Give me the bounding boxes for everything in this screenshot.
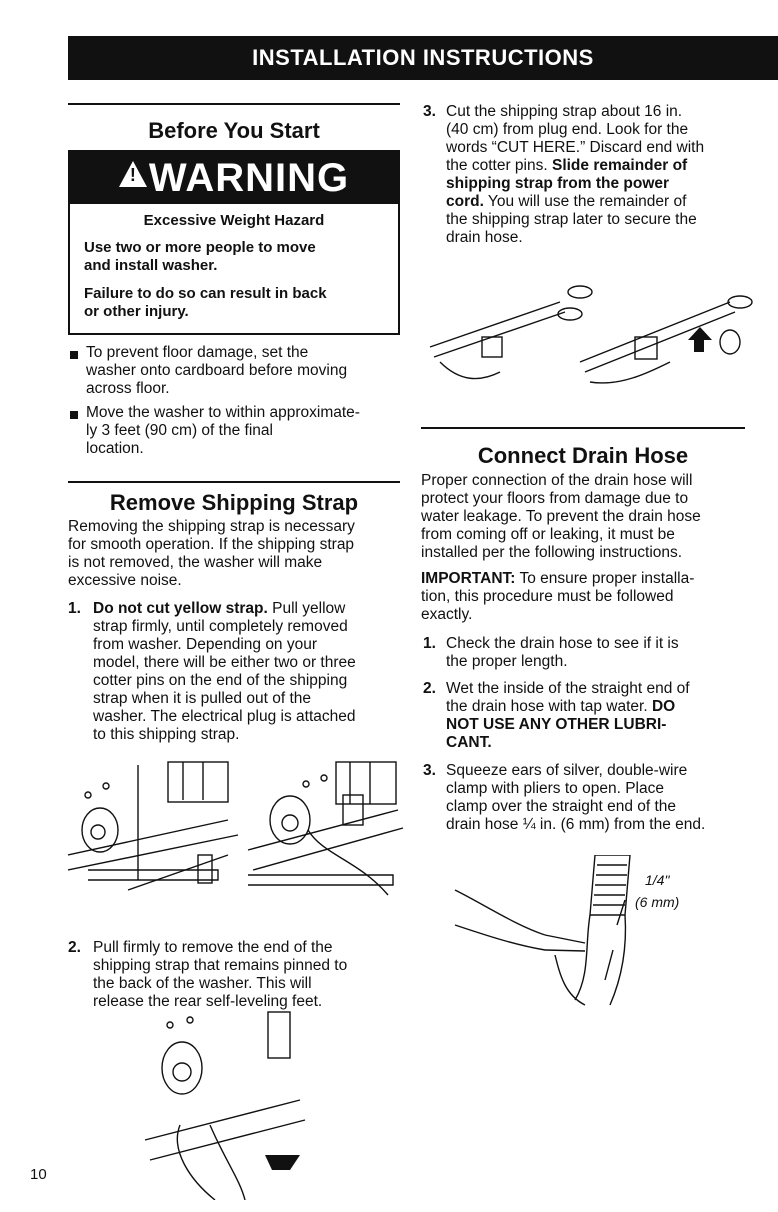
step-number: 1. (68, 600, 81, 617)
text-line: You will use the remainder of (483, 193, 687, 210)
text-line: clamp with pliers to open. Place (446, 780, 664, 797)
step-2-text (93, 939, 408, 1011)
text-line: words “CUT HERE.” Discard end with (446, 139, 705, 156)
text-line: strap when it is pulled out of the (93, 690, 311, 707)
text-line: model, there will be either two or three (93, 654, 356, 671)
text-line: the drain hose with tap water. (446, 698, 652, 715)
hazard-title: Excessive Weight Hazard (143, 212, 325, 229)
bold-text: cord. (446, 193, 484, 210)
step-3-text (446, 103, 766, 247)
text-line: protect your floors from damage due to (421, 490, 689, 507)
warning-line: Use two or more people to move (84, 239, 316, 256)
strap-outline (248, 810, 403, 870)
bracket (198, 855, 212, 883)
step-1-bold: Do not cut yellow strap. (93, 600, 268, 617)
text-line: excessive noise. (68, 572, 182, 589)
text-line: washer. The electrical plug is attached (93, 708, 356, 725)
scissors-icon (728, 296, 752, 308)
text-line: from coming off or leaking, it must be (421, 526, 675, 543)
step-1-text (93, 600, 408, 744)
text-line: is not removed, the washer will make (68, 554, 323, 571)
dimension-label: 1/4" (645, 872, 670, 888)
hole (321, 775, 327, 781)
text-line: installed per the following instructions. (421, 544, 683, 561)
panel-outline (336, 762, 396, 804)
hole (167, 1022, 173, 1028)
hole (103, 783, 109, 789)
rail (248, 875, 393, 885)
drain-step-3 (446, 762, 771, 834)
foot-plate (162, 1042, 202, 1094)
warning-header (70, 152, 398, 204)
frame-line (128, 765, 228, 890)
step-number: 2. (423, 680, 436, 697)
text-line: Pull firmly to remove the end of the (93, 939, 333, 956)
scissors-icon (720, 330, 740, 354)
divider (68, 103, 400, 105)
step-number: 2. (68, 939, 81, 956)
divider (421, 427, 745, 429)
strap-outline (145, 1100, 305, 1160)
warning-line: and install washer. (84, 257, 218, 274)
remove-strap-intro (68, 518, 408, 590)
drain-step-2 (446, 680, 766, 752)
panel-outline (168, 762, 228, 802)
divider (68, 481, 400, 483)
step-1-rest: Pull yellow (267, 600, 346, 617)
washer-strap-illustration (68, 760, 408, 900)
step-number: 3. (423, 762, 436, 779)
text-line: the cotter pins. (446, 157, 548, 174)
warning-triangle-icon: ! (119, 161, 147, 187)
text-line: Check the drain hose to see if it is (446, 635, 679, 652)
text-line: To prevent floor damage, set the (86, 344, 309, 361)
bold-text: NOT USE ANY OTHER LUBRI- (446, 716, 667, 733)
bold-text: DO (651, 698, 676, 715)
text-line: Move the washer to within approximate- (86, 404, 360, 421)
strap-outline (430, 302, 565, 357)
text-line: across floor. (86, 380, 170, 397)
important-label: IMPORTANT: (421, 570, 516, 587)
cotter-pin (173, 1063, 191, 1081)
text-line: shipping strap that remains pinned to (93, 957, 348, 974)
bullet-icon (70, 411, 78, 419)
hole (187, 1017, 193, 1023)
text-line: drain hose. (446, 229, 523, 246)
bold-text: Slide remainder of (551, 157, 688, 174)
before-start-title: Before You Start (148, 118, 320, 143)
clamp-outline (545, 935, 585, 951)
text-line: release the rear self-leveling feet. (93, 993, 323, 1010)
bullet-text (86, 344, 406, 398)
text-line: (40 cm) from plug end. Look for the (446, 121, 689, 138)
hole (85, 792, 91, 798)
text-line: strap firmly, until completely removed (93, 618, 348, 635)
step-number: 1. (423, 635, 436, 652)
warning-word: WARNING (148, 156, 350, 200)
text-line: Proper connection of the drain hose will (421, 472, 693, 489)
remove-strap-title: Remove Shipping Strap (109, 490, 359, 515)
text-line: the proper length. (446, 653, 568, 670)
text-line: tion, this procedure must be followed (421, 588, 674, 605)
bullet-icon (70, 351, 78, 359)
hole (303, 781, 309, 787)
section-banner: INSTALLATION INSTRUCTIONS (68, 36, 778, 80)
dimension-line (605, 950, 613, 980)
text-line: to this shipping strap. (93, 726, 240, 743)
drain-step-1 (446, 635, 766, 671)
text-line: Wet the inside of the straight end of (446, 680, 690, 697)
step-number: 3. (423, 103, 436, 120)
bold-text: shipping strap from the power (446, 175, 670, 192)
text-line: from washer. Depending on your (93, 636, 318, 653)
text-line: washer onto cardboard before moving (86, 362, 348, 379)
arrow-icon (265, 1155, 300, 1170)
text-line: location. (86, 440, 144, 457)
drain-intro (421, 472, 766, 624)
pliers-icon (455, 890, 545, 950)
hand-outline (555, 955, 585, 1005)
hand-outline (177, 1125, 245, 1200)
dimension-label: (6 mm) (635, 894, 680, 910)
text-line: Cut the shipping strap about 16 in. (446, 103, 683, 120)
text-line: cotter pins on the end of the shipping (93, 672, 348, 689)
cut-strap-illustration (420, 282, 760, 392)
text-line: the back of the washer. This will (93, 975, 312, 992)
bullet-text (86, 404, 406, 458)
text-line: exactly. (421, 606, 473, 623)
page-number: 10 (30, 1166, 47, 1183)
hose-end (575, 915, 625, 1005)
cotter-pin (282, 815, 298, 831)
text-line: for smooth operation. If the shipping strap (68, 536, 355, 553)
scissors-icon (568, 286, 592, 298)
cord-outline (440, 362, 500, 379)
text-line: Squeeze ears of silver, double-wire (446, 762, 688, 779)
text-line: water leakage. To prevent the drain hose (421, 508, 701, 525)
arrow-up-icon (688, 327, 712, 352)
panel-outline (268, 1012, 290, 1058)
warning-box (68, 150, 400, 335)
text-line: Removing the shipping strap is necessary (68, 518, 355, 535)
drain-hose-title: Connect Drain Hose (477, 443, 689, 468)
pull-strap-illustration (140, 1010, 320, 1200)
foot-plate (270, 796, 310, 844)
text-line: drain hose ¼ in. (6 mm) from the end. (446, 816, 706, 833)
text-line: ly 3 feet (90 cm) of the final (86, 422, 273, 439)
hose-ribs (593, 865, 627, 905)
clamp-hose-illustration (445, 855, 705, 1015)
text-line: the shipping strap later to secure the (446, 211, 697, 228)
cotter-pin (91, 825, 105, 839)
text-line: clamp over the straight end of the (446, 798, 677, 815)
dimension-line (617, 900, 625, 925)
bold-text: CANT. (446, 734, 492, 751)
warning-line: Failure to do so can result in back (84, 285, 327, 302)
warning-line: or other injury. (84, 303, 189, 320)
text-line: To ensure proper installa- (515, 570, 695, 587)
scissors-icon (558, 308, 582, 320)
